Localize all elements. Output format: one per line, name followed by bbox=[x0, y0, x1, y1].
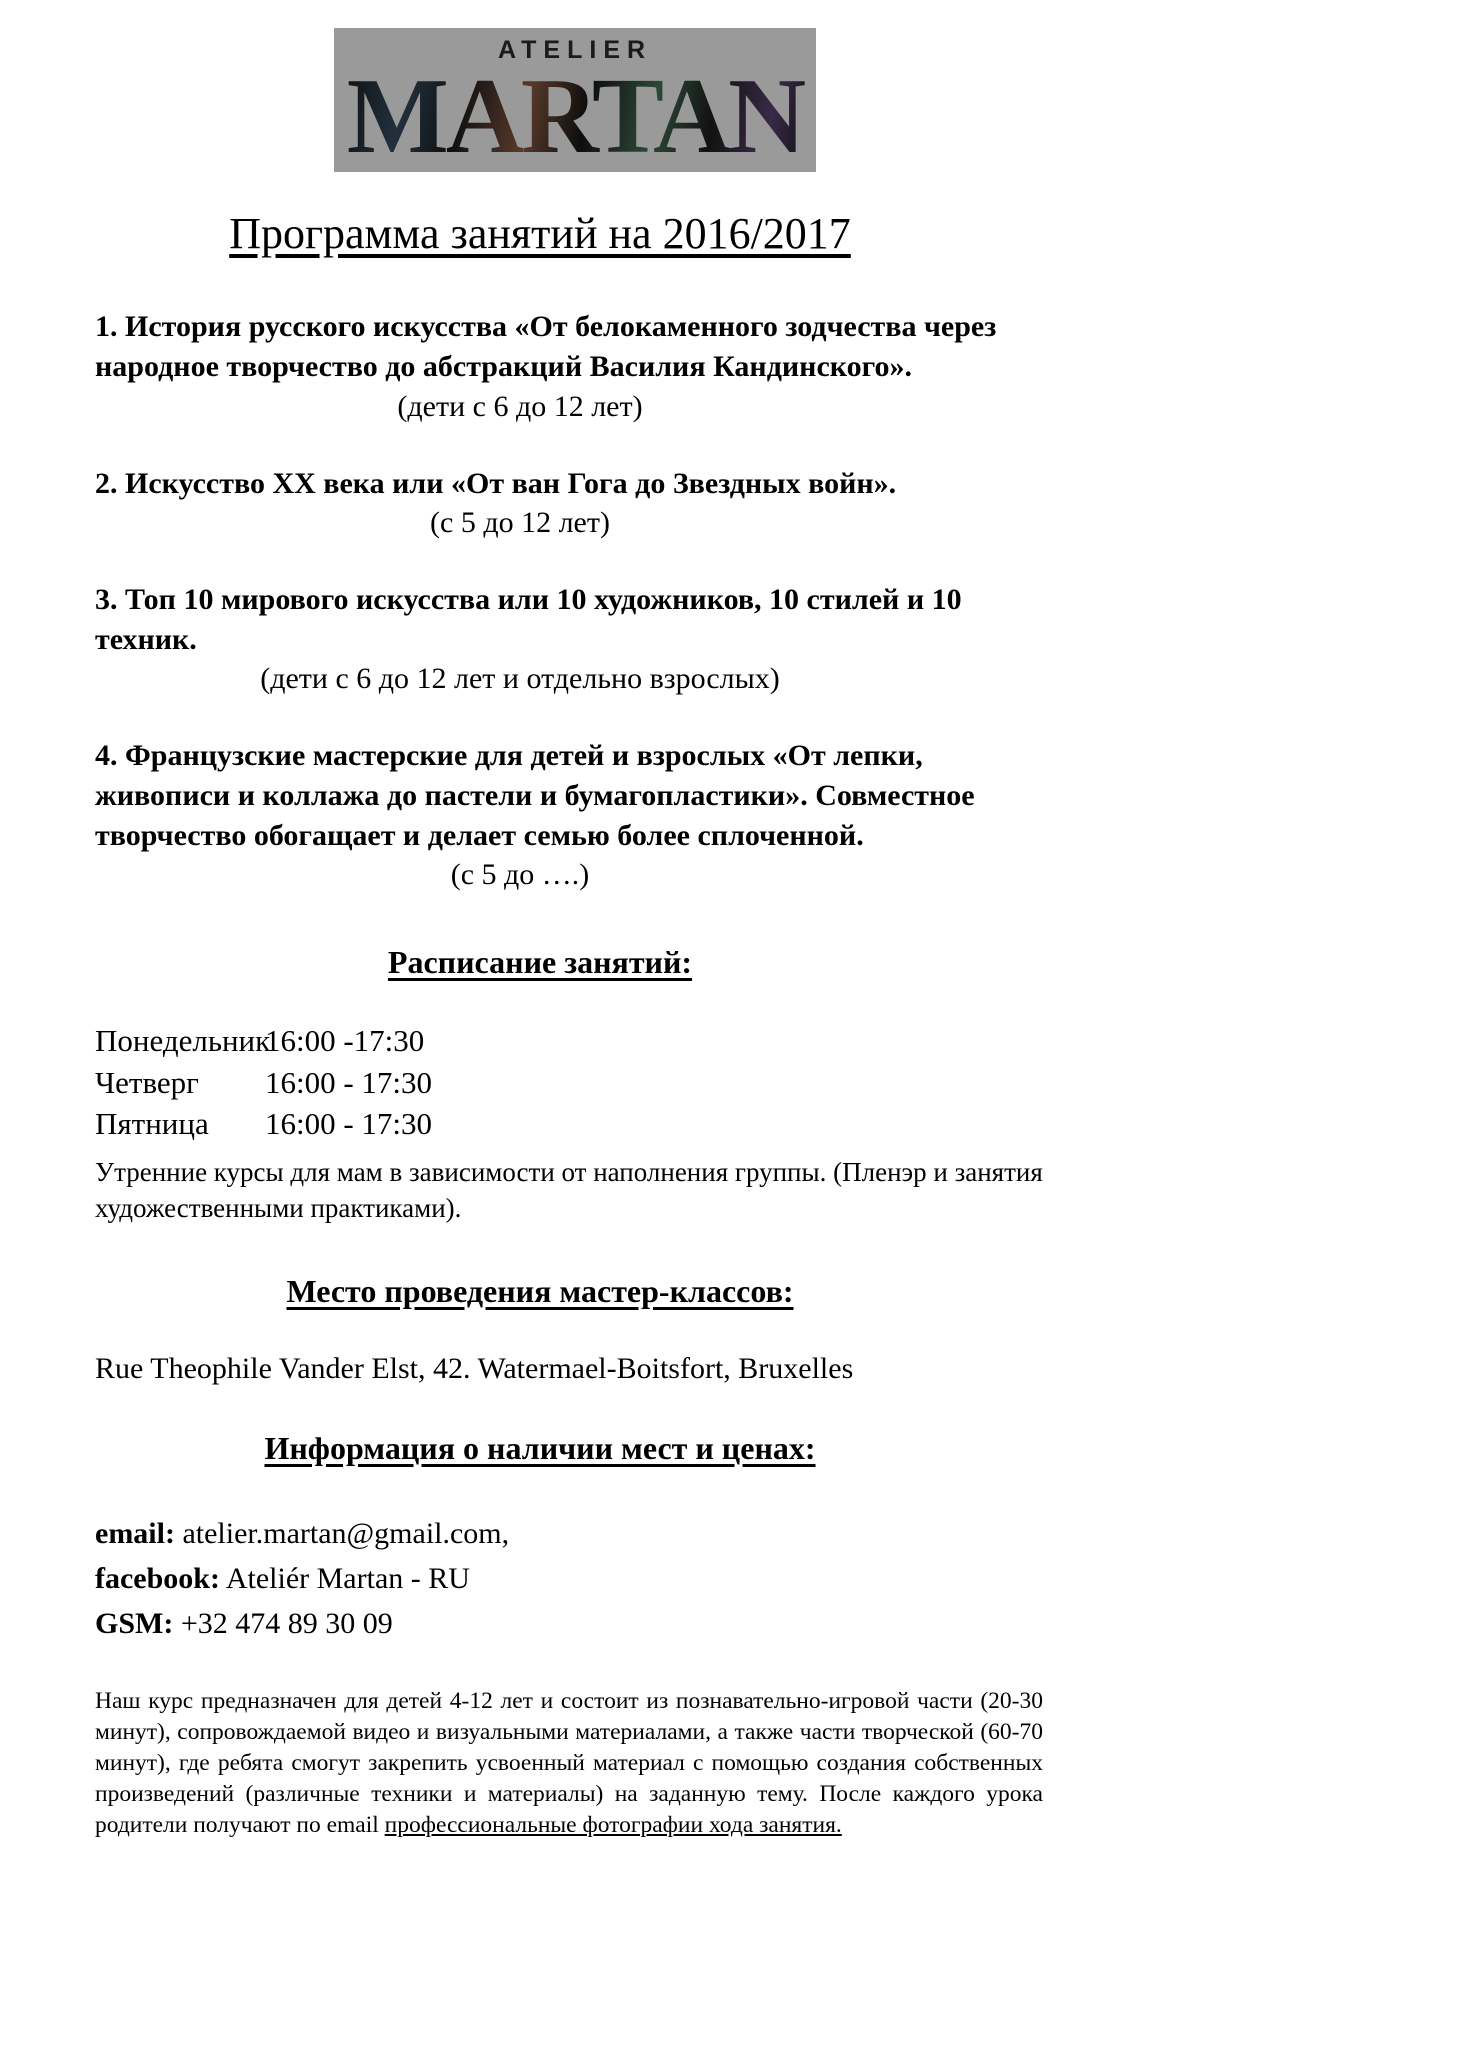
contact-value: +32 474 89 30 09 bbox=[180, 1606, 393, 1640]
contact-row-email bbox=[95, 1511, 1055, 1556]
schedule-day: Пятница bbox=[95, 1106, 209, 1142]
footer-paragraph bbox=[95, 1686, 1043, 1841]
program-item bbox=[95, 580, 1055, 696]
program-text: 3. Топ 10 мирового искусства или 10 художников, 10 стилей и 10 техник. bbox=[95, 583, 962, 656]
program-note: (дети с 6 до 12 лет и отдельно взрослых) bbox=[260, 662, 780, 696]
schedule-note: Утренние курсы для мам в зависимости от наполнения группы. (Пленэр и занятия художественными практиками). bbox=[95, 1157, 1043, 1224]
document-content bbox=[95, 28, 1055, 1841]
schedule-time: 16:00 - 17:30 bbox=[265, 1106, 433, 1142]
contact-row-gsm bbox=[95, 1601, 1055, 1646]
program-note: (дети с 6 до 12 лет) bbox=[397, 389, 643, 423]
logo-martan-text: MARTAN bbox=[338, 67, 812, 166]
schedule-time: 16:00 -17:30 bbox=[265, 1023, 425, 1059]
schedule-day: Понедельник bbox=[95, 1023, 271, 1059]
program-note: (с 5 до 12 лет) bbox=[430, 506, 610, 540]
program-text: 2. Искусство XX века или «От ван Гога до Звездных войн». bbox=[95, 466, 897, 500]
contact-label: GSM: bbox=[95, 1606, 174, 1640]
info-heading: Информация о наличии мест и ценах: bbox=[264, 1429, 816, 1466]
contact-value: atelier.martan@gmail.com, bbox=[182, 1516, 510, 1550]
atelier-martan-logo bbox=[334, 28, 816, 176]
schedule-heading: Расписание занятий: bbox=[387, 944, 693, 981]
location-heading: Место проведения мастер-классов: bbox=[286, 1272, 794, 1309]
program-text: 4. Французские мастерские для детей и взрослых «От лепки, живописи и коллажа до пастели и бумагопластики». Совместное творчество обогащает и делает семью более сплоченной. bbox=[95, 739, 975, 852]
contact-label: email: bbox=[95, 1516, 175, 1550]
program-list bbox=[95, 307, 1055, 892]
contact-value: Ateliér Martan - RU bbox=[225, 1561, 470, 1595]
address-line: Rue Theophile Vander Elst, 42. Watermael-Boitsfort, Bruxelles bbox=[95, 1351, 854, 1385]
program-text: 1. История русского искусства «От белокаменного зодчества через народное творчество до абстракций Василия Кандинского». bbox=[95, 310, 997, 383]
footer-underlined-text: профессиональные фотографии хода занятия. bbox=[384, 1811, 842, 1838]
schedule-row bbox=[95, 1023, 1055, 1059]
program-item bbox=[95, 307, 1055, 423]
logo-atelier-text: ATELIER bbox=[497, 36, 653, 64]
schedule-time: 16:00 - 17:30 bbox=[265, 1064, 433, 1100]
schedule-row bbox=[95, 1065, 1055, 1101]
program-item bbox=[95, 464, 1055, 541]
schedule-row bbox=[95, 1106, 1055, 1142]
contact-label: facebook: bbox=[95, 1561, 220, 1595]
page-title: Программа занятий на 2016/2017 bbox=[229, 209, 851, 259]
contact-list bbox=[95, 1511, 1055, 1646]
footer-text: Наш курс предназначен для детей 4-12 лет и состоит из познавательно-игровой части (20-30 минут), сопровождаемой видео и визуальными материалами, а также части творческой (60-70 минут), где ребята смогут закрепить усвоенный материал с помощью создания собственных произведений (различные техники и материалы) на заданную тему. После каждого урока родители получают по email bbox=[95, 1687, 1043, 1838]
program-item bbox=[95, 736, 1055, 892]
schedule-day: Четверг bbox=[95, 1064, 199, 1100]
contact-row-facebook bbox=[95, 1556, 1055, 1601]
program-note: (с 5 до ….) bbox=[450, 858, 590, 892]
schedule-table bbox=[95, 1023, 1055, 1142]
